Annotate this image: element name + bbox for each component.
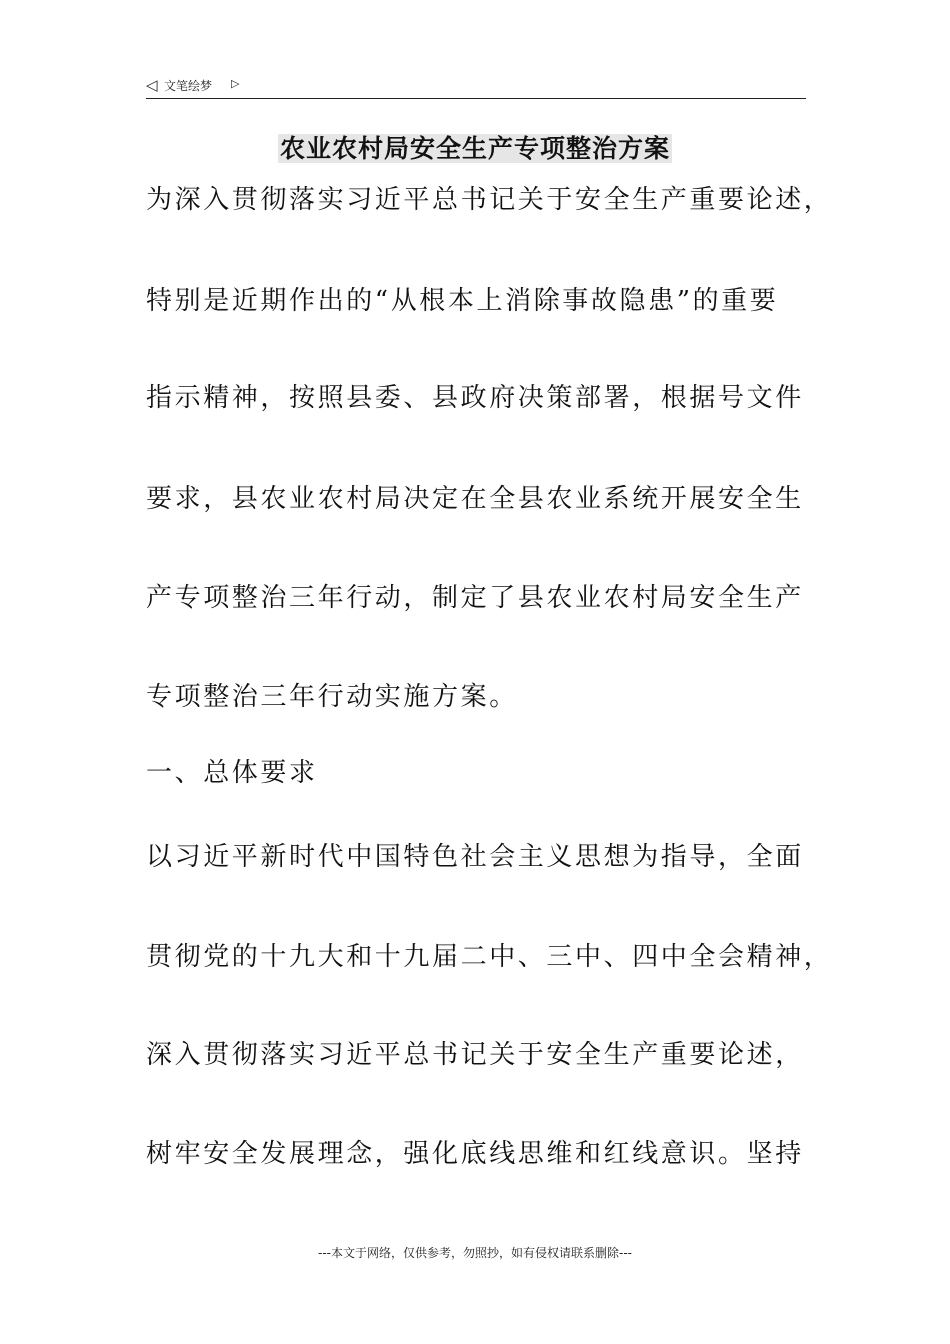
body-line-9: 贯彻党的十九大和十九届二中、三中、四中全会精神，: [146, 942, 833, 972]
body-line-4: 要求，县农业农村局决定在全县农业系统开展安全生: [146, 484, 804, 514]
document-title-container: [0, 131, 950, 167]
body-line-6: 专项整治三年行动实施方案。: [146, 682, 518, 712]
document-title: 农业农村局安全生产专项整治方案: [279, 134, 670, 163]
header-label: 文笔绘梦: [164, 79, 213, 93]
left-triangle-icon: ◁: [146, 76, 158, 94]
body-line-10: 深入贯彻落实习近平总书记关于安全生产重要论述，: [146, 1040, 804, 1070]
body-line-2: 特别是近期作出的“从根本上消除事故隐患”的重要: [146, 286, 779, 316]
body-line-3: 指示精神，按照县委、县政府决策部署，根据号文件: [146, 383, 804, 413]
body-line-1: 为深入贯彻落实习近平总书记关于安全生产重要论述，: [146, 185, 833, 215]
body-line-5: 产专项整治三年行动，制定了县农业农村局安全生产: [146, 583, 804, 613]
section-heading: 一、总体要求: [146, 758, 318, 788]
page-header: [146, 76, 806, 99]
body-line-8: 以习近平新时代中国特色社会主义思想为指导，全面: [146, 842, 804, 872]
page-footer: ---本文于网络，仅供参考，勿照抄，如有侵权请联系删除---: [318, 1246, 632, 1260]
body-line-11: 树牢安全发展理念，强化底线思维和红线意识。坚持: [146, 1139, 804, 1169]
right-triangle-icon: ▷: [231, 77, 240, 90]
